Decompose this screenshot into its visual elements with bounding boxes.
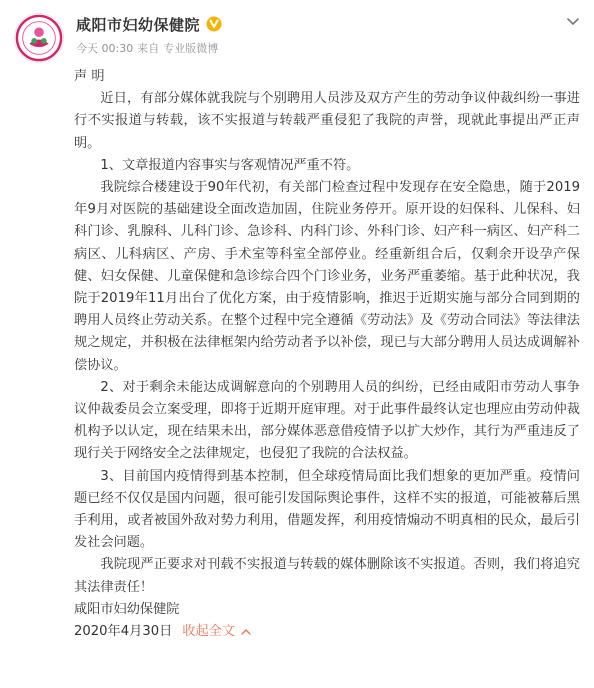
article-signature: 咸阳市妇幼保健院 [74, 601, 180, 617]
verified-badge-icon [206, 16, 222, 32]
article-title: 声 明 [74, 69, 105, 84]
post-header [0, 0, 594, 66]
account-name[interactable]: 咸阳市妇幼保健院 [76, 15, 201, 34]
hospital-logo-icon [15, 14, 63, 62]
article-paragraph: 我院综合楼建设于90年代初，有关部门检查过程中发现存在安全隐患，随于2019年9月对医院的基础建设全面改造加固，住院业务停开。原开设的妇保科、儿保科、妇科门诊、乳腺科、儿科门诊、急诊科、内科门诊、外科门诊、妇产科一病区、妇产科二病区、儿科病区、产房、手术室等科室全部停业。经重新组合后，仅剩余开设孕产保健、妇女保健、儿童保健和急诊综合四个门诊业务，业务严重萎缩。基于此种状况，我院于2019年11月出台了优化方案，由于疫情影响，推迟于近期实施与部分合同到期的聘用人员终止劳动关系。在整个过程中完全遵循《劳动法》及《劳动合同法》等法律法规之规定，并积极在法律框架内给劳动者予以补偿，现已与大部分聘用人员达成调解补偿协议。 [74, 180, 580, 373]
article-paragraph: 1、文章报道内容事实与客观情况严重不符。 [100, 157, 360, 173]
article-date: 2020年4月30日 [74, 624, 173, 640]
post-time[interactable]: 今天 00:30 [76, 42, 134, 55]
post-meta [76, 40, 222, 56]
article-paragraph: 我院现严正要求对刊载不实报道与转载的媒体删除该不实报道。否则，我们将追究其法律责任！ [74, 557, 580, 595]
post-source[interactable]: 专业版微博 [163, 42, 219, 55]
article-footer [74, 621, 580, 643]
article-paragraph: 近日，有部分媒体就我院与个别聘用人员涉及双方产生的劳动争议仲裁纠纷一事进行不实报道与转载，该不实报道与转载严重侵犯了我院的声誉，现就此事提出严正声明。 [74, 91, 580, 151]
avatar[interactable] [14, 13, 64, 63]
post-content [74, 66, 580, 643]
collapse-full-text-link[interactable]: 收起全文 [182, 624, 236, 640]
article-paragraph: 3、目前国内疫情得到基本控制，但全球疫情局面比我们想象的更加严重。疫情问题已经不仅仅是国内问题，很可能引发国际舆论事件，这样不实的报道，可能被幕后黑手利用，或者被国外敌对势力利用，借题发挥，利用疫情煽动不明真相的民众，最后引发社会问题。 [74, 468, 580, 551]
source-prefix: 来自 [137, 42, 160, 55]
chevron-up-icon[interactable] [241, 627, 251, 637]
chevron-down-icon[interactable] [566, 14, 580, 28]
article-paragraph: 2、对于剩余未能达成调解意向的个别聘用人员的纠纷，已经由咸阳市劳动人事争议仲裁委员会立案受理，即将于近期开庭审理。对于此事件最终认定也理应由劳动仲裁机构予以认定，现在结果未出，部分媒体恶意借疫情予以扩大炒作，其行为严重违反了现行关于网络安全之法律规定，也侵犯了我院的合法权益。 [74, 379, 580, 462]
account-name-row [76, 12, 222, 36]
